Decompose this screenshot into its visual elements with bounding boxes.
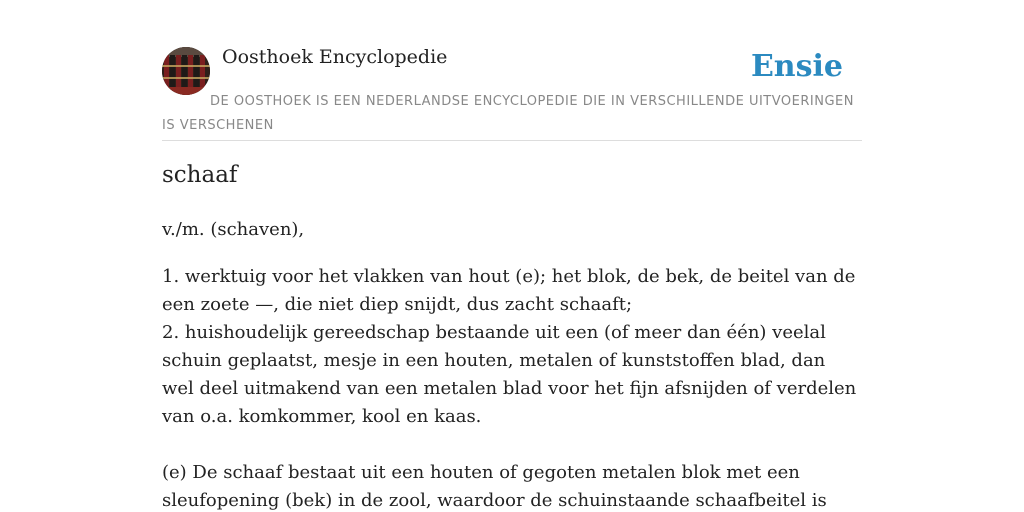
site-header — [162, 0, 862, 141]
encyclopedia-books-icon[interactable] — [162, 47, 210, 95]
site-tagline: DE OOSTHOEK IS EEN NEDERLANDSE ENCYCLOPEDIE DIE IN VERSCHILLENDE UITVOERINGEN IS VERSCHENEN — [162, 94, 854, 133]
entry-title: schaaf — [162, 162, 238, 188]
definition-item: 1. werktuig voor het vlakken van hout (e); het blok, de bek, de beitel van de een zoete —, die niet diep snijdt, dus zacht schaaft; — [162, 266, 856, 315]
entry-note: (e) De schaaf bestaat uit een houten of gegoten metalen blok met een sleufopening (bek) in de zool, waardoor de schuinstaande schaafbeitel is — [162, 462, 827, 511]
ensie-logo-link[interactable]: Ensie — [750, 49, 843, 84]
paragraph-spacer — [162, 431, 862, 459]
entry-definitions — [162, 263, 862, 512]
definition-item: 2. huishoudelijk gereedschap bestaande uit een (of meer dan één) veelal schuin geplaatst, mesje in een houten, metalen of kunststoffen blad, dan wel deel uitmakend van een metalen blad voor het fijn afsnijden of verdelen van o.a. komkommer, kool en kaas. — [162, 322, 857, 427]
page-container — [162, 0, 862, 511]
entry-grammar: v./m. (schaven), — [162, 219, 305, 240]
site-title[interactable]: Oosthoek Encyclopedie — [222, 46, 448, 68]
